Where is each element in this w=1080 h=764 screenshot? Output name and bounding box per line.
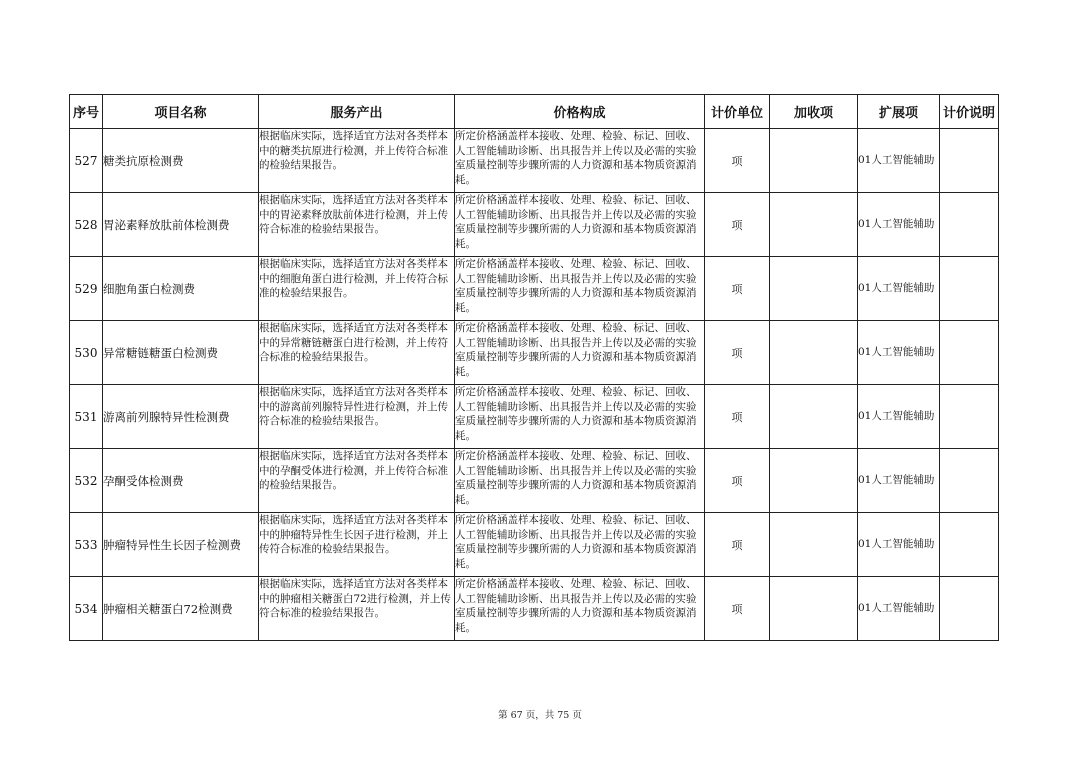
row-note — [940, 513, 999, 577]
row-note — [940, 577, 999, 641]
row-note — [940, 449, 999, 513]
row-note — [940, 257, 999, 321]
row-unit: 项 — [705, 577, 770, 641]
row-note — [940, 193, 999, 257]
table-row — [70, 513, 999, 577]
row-extra — [770, 257, 858, 321]
row-seq: 530 — [70, 321, 103, 385]
table-row — [70, 193, 999, 257]
row-output: 根据临床实际，选择适宜方法对各类样本中的异常糖链糖蛋白进行检测，并上传符合标准的检验结果报告。 — [259, 321, 455, 385]
row-ext: 01人工智能辅助 — [858, 193, 940, 257]
row-extra — [770, 193, 858, 257]
row-output: 根据临床实际，选择适宜方法对各类样本中的胃泌素释放肽前体进行检测，并上传符合标准的检验结果报告。 — [259, 193, 455, 257]
row-name: 孕酮受体检测费 — [103, 449, 259, 513]
row-extra — [770, 321, 858, 385]
header-price: 价格构成 — [455, 95, 705, 129]
row-output: 根据临床实际，选择适宜方法对各类样本中的孕酮受体进行检测，并上传符合标准的检验结果报告。 — [259, 449, 455, 513]
row-price: 所定价格涵盖样本接收、处理、检验、标记、回收、人工智能辅助诊断、出具报告并上传以及必需的实验室质量控制等步骤所需的人力资源和基本物质资源消耗。 — [455, 385, 705, 449]
header-output: 服务产出 — [259, 95, 455, 129]
row-extra — [770, 385, 858, 449]
row-extra — [770, 577, 858, 641]
row-extra — [770, 449, 858, 513]
row-name: 肿瘤相关糖蛋白72检测费 — [103, 577, 259, 641]
table-row — [70, 385, 999, 449]
row-price: 所定价格涵盖样本接收、处理、检验、标记、回收、人工智能辅助诊断、出具报告并上传以及必需的实验室质量控制等步骤所需的人力资源和基本物质资源消耗。 — [455, 449, 705, 513]
row-output: 根据临床实际，选择适宜方法对各类样本中的游离前列腺特异性进行检测，并上传符合标准的检验结果报告。 — [259, 385, 455, 449]
row-ext: 01人工智能辅助 — [858, 129, 940, 193]
row-output: 根据临床实际，选择适宜方法对各类样本中的肿瘤相关糖蛋白72进行检测，并上传符合标准的检验结果报告。 — [259, 577, 455, 641]
row-seq: 529 — [70, 257, 103, 321]
row-name: 细胞角蛋白检测费 — [103, 257, 259, 321]
table-row — [70, 577, 999, 641]
row-ext: 01人工智能辅助 — [858, 321, 940, 385]
header-unit: 计价单位 — [705, 95, 770, 129]
header-name: 项目名称 — [103, 95, 259, 129]
row-name: 胃泌素释放肽前体检测费 — [103, 193, 259, 257]
header-seq: 序号 — [70, 95, 103, 129]
row-unit: 项 — [705, 193, 770, 257]
row-ext: 01人工智能辅助 — [858, 449, 940, 513]
row-note — [940, 321, 999, 385]
row-price: 所定价格涵盖样本接收、处理、检验、标记、回收、人工智能辅助诊断、出具报告并上传以及必需的实验室质量控制等步骤所需的人力资源和基本物质资源消耗。 — [455, 577, 705, 641]
row-price: 所定价格涵盖样本接收、处理、检验、标记、回收、人工智能辅助诊断、出具报告并上传以及必需的实验室质量控制等步骤所需的人力资源和基本物质资源消耗。 — [455, 513, 705, 577]
table-header-row — [70, 95, 999, 129]
row-ext: 01人工智能辅助 — [858, 577, 940, 641]
row-unit: 项 — [705, 129, 770, 193]
row-seq: 533 — [70, 513, 103, 577]
header-ext: 扩展项 — [858, 95, 940, 129]
row-seq: 528 — [70, 193, 103, 257]
row-note — [940, 129, 999, 193]
row-unit: 项 — [705, 321, 770, 385]
header-extra: 加收项 — [770, 95, 858, 129]
row-price: 所定价格涵盖样本接收、处理、检验、标记、回收、人工智能辅助诊断、出具报告并上传以及必需的实验室质量控制等步骤所需的人力资源和基本物质资源消耗。 — [455, 321, 705, 385]
table-row — [70, 449, 999, 513]
row-note — [940, 385, 999, 449]
row-seq: 532 — [70, 449, 103, 513]
row-unit: 项 — [705, 385, 770, 449]
row-name: 游离前列腺特异性检测费 — [103, 385, 259, 449]
header-note: 计价说明 — [940, 95, 999, 129]
row-price: 所定价格涵盖样本接收、处理、检验、标记、回收、人工智能辅助诊断、出具报告并上传以及必需的实验室质量控制等步骤所需的人力资源和基本物质资源消耗。 — [455, 193, 705, 257]
row-name: 异常糖链糖蛋白检测费 — [103, 321, 259, 385]
page-number-footer: 第 67 页，共 75 页 — [498, 710, 582, 721]
row-name: 糖类抗原检测费 — [103, 129, 259, 193]
row-ext: 01人工智能辅助 — [858, 385, 940, 449]
row-unit: 项 — [705, 257, 770, 321]
row-extra — [770, 513, 858, 577]
row-output: 根据临床实际，选择适宜方法对各类样本中的肿瘤特异性生长因子进行检测，并上传符合标准的检验结果报告。 — [259, 513, 455, 577]
table-row — [70, 129, 999, 193]
row-unit: 项 — [705, 513, 770, 577]
row-extra — [770, 129, 858, 193]
row-name: 肿瘤特异性生长因子检测费 — [103, 513, 259, 577]
row-output: 根据临床实际，选择适宜方法对各类样本中的细胞角蛋白进行检测，并上传符合标准的检验结果报告。 — [259, 257, 455, 321]
row-seq: 531 — [70, 385, 103, 449]
row-unit: 项 — [705, 449, 770, 513]
row-output: 根据临床实际，选择适宜方法对各类样本中的糖类抗原进行检测，并上传符合标准的检验结果报告。 — [259, 129, 455, 193]
table-row — [70, 257, 999, 321]
row-ext: 01人工智能辅助 — [858, 257, 940, 321]
row-ext: 01人工智能辅助 — [858, 513, 940, 577]
row-seq: 527 — [70, 129, 103, 193]
row-price: 所定价格涵盖样本接收、处理、检验、标记、回收、人工智能辅助诊断、出具报告并上传以及必需的实验室质量控制等步骤所需的人力资源和基本物质资源消耗。 — [455, 257, 705, 321]
table-row — [70, 321, 999, 385]
row-seq: 534 — [70, 577, 103, 641]
pricing-table — [69, 94, 999, 641]
row-price: 所定价格涵盖样本接收、处理、检验、标记、回收、人工智能辅助诊断、出具报告并上传以及必需的实验室质量控制等步骤所需的人力资源和基本物质资源消耗。 — [455, 129, 705, 193]
